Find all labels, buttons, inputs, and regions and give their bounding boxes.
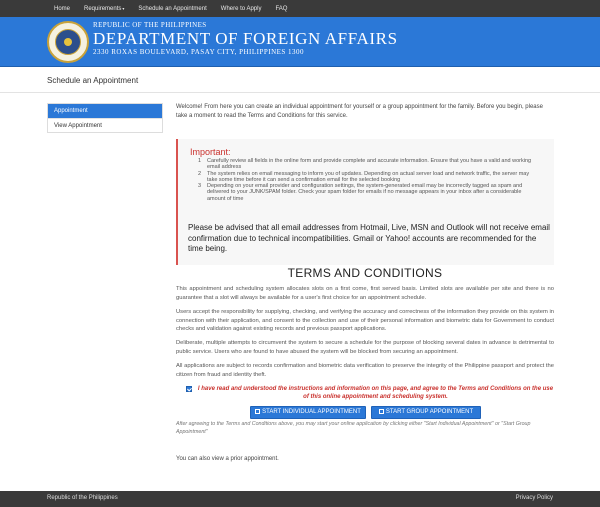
after-agreeing-note: After agreeing to the Terms and Conditions above, you may start your online application by clicking either "Start Individual Appointment" or "Start Group Appointment"	[176, 421, 531, 435]
group-button-label: START GROUP APPOINTMENT	[385, 409, 474, 415]
terms-paragraph: Users accept the responsibility for supplying, checking, and verifying the accuracy and correctness of the information they provide on this system in connection with their application, and consent to the collection and use of their personal information and biometric data for Government to conduct checks and validation against existing records and previous passport applications.	[176, 309, 554, 332]
banner-address: 2330 ROXAS BOULEVARD, PASAY CITY, PHILIPPINES 1300	[93, 48, 305, 56]
divider	[0, 92, 600, 93]
terms-paragraph: Deliberate, multiple attempts to circumvent the system to secure a schedule for the purpose of blocking several dates in advance is detrimental to public service. Users who are found to have abused the system will be blocked from securing an appointment.	[176, 340, 554, 355]
terms-heading: TERMS AND CONDITIONS	[287, 266, 443, 280]
dfa-seal-icon	[47, 21, 89, 63]
important-list	[198, 158, 538, 202]
important-item-2: The system relies on email messaging to inform you of updates. Depending on actual server load and network traffic, the server may take some time before it can send a confirmation email for the selected booking	[207, 170, 530, 183]
list-item: 1 Carefully review all fields in the online form and provide complete and accurate information. Ensure that you have a valid and working email address	[198, 158, 538, 171]
nav-where-to-apply[interactable]: Where to Apply	[220, 5, 262, 12]
users-icon	[379, 409, 384, 414]
view-prior-appointment-text[interactable]: You can also view a prior appointment.	[176, 456, 279, 462]
nav-home[interactable]: Home	[54, 5, 71, 12]
nav-requirements-label: Requirements	[84, 5, 122, 12]
footer	[0, 491, 600, 507]
agree-checkbox[interactable]	[186, 386, 192, 392]
chevron-down-icon: ▾	[122, 5, 125, 11]
sidebar-item-view-appointment[interactable]: View Appointment	[48, 118, 162, 132]
important-heading: Important:	[190, 147, 231, 157]
important-item-3: Depending on your email provider and configuration settings, the system-generated email may be incorrectly tagged as spam and delivered to your JUNK/SPAM folder. Check your spam folder for emails if no message appears in your inbox after a considerable amount of time	[207, 183, 523, 202]
list-item: 3 Depending on your email provider and configuration settings, the system-generated email may be incorrectly tagged as spam and delivered to your JUNK/SPAM folder. Check your spam folder for emails if no message appears in your inbox after a considerable amount of time	[198, 183, 538, 202]
footer-copyright: Republic of the Philippines	[47, 495, 118, 501]
list-item: 2 The system relies on email messaging to inform you of updates. Depending on actual server load and network traffic, the server may take some time before it can send a confirmation email for the selected booking	[198, 171, 538, 184]
top-navigation	[0, 0, 600, 17]
sidebar-item-appointment[interactable]: Appointment	[48, 104, 162, 118]
start-group-appointment-button[interactable]	[371, 406, 481, 419]
banner-title-block	[93, 21, 398, 56]
seal-center	[55, 29, 81, 55]
sun-icon	[64, 38, 72, 46]
nav-faq[interactable]: FAQ	[275, 5, 288, 12]
terms-paragraph: This appointment and scheduling system allocates slots on a first come, first served basis. Limited slots are available per site and there is no guarantee that a slot will always be available for a user's first choice for an appointment schedule.	[176, 286, 554, 301]
individual-button-label: START INDIVIDUAL APPOINTMENT	[262, 409, 361, 415]
nav-requirements[interactable]	[84, 6, 124, 12]
banner-republic: REPUBLIC OF THE PHILIPPINES	[93, 21, 207, 29]
page-title: Schedule an Appointment	[47, 76, 139, 85]
email-advisory: Please be advised that all email addresses from Hotmail, Live, MSN and Outlook will not receive email confirmation due to technical incompatibilities. Gmail or Yahoo! accounts are recommended for the time being.	[188, 223, 550, 253]
banner-department: DEPARTMENT OF FOREIGN AFFAIRS	[93, 29, 398, 48]
agree-row	[176, 385, 554, 401]
nav-schedule-appointment[interactable]: Schedule an Appointment	[138, 5, 207, 12]
header-banner	[0, 17, 600, 67]
start-individual-appointment-button[interactable]	[250, 406, 366, 419]
important-item-1: Carefully review all fields in the online form and provide complete and accurate information. Ensure that you have a valid and working email address	[207, 158, 532, 171]
sidebar-nav	[47, 103, 163, 133]
privacy-policy-link[interactable]: Privacy Policy	[515, 495, 553, 501]
welcome-text: Welcome! From here you can create an individual appointment for yourself or a group appointment for the family. Before you begin, please take a moment to read the Terms and Conditions for this service.	[176, 104, 543, 119]
agree-label[interactable]: I have read and understood the instructions and information on this page, and agree to the Terms and Conditions on the use of this online appointment and scheduling system.	[197, 386, 554, 400]
terms-paragraph: All applications are subject to records confirmation and biometric data verification to preserve the integrity of the Philippine passport and protect the citizen from fraud and identity theft.	[176, 363, 554, 378]
user-icon	[255, 409, 260, 414]
important-notice	[176, 139, 554, 265]
